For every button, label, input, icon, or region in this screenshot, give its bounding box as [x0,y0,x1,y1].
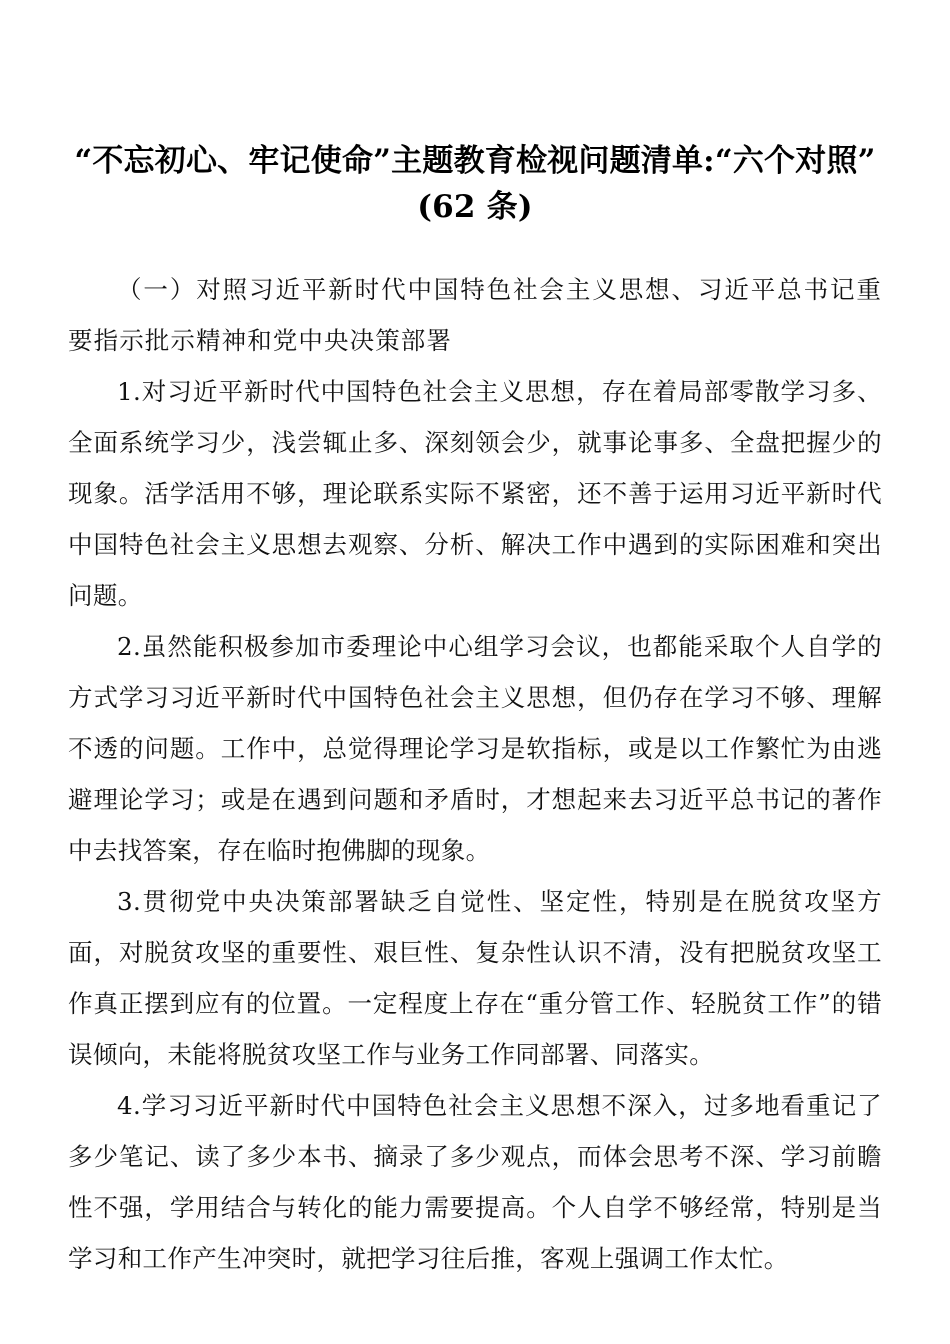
list-item: 4.学习习近平新时代中国特色社会主义思想不深入，过多地看重记了多少笔记、读了多少本书、摘录了多少观点，而体会思考不深、学习前瞻性不强，学用结合与转化的能力需要提高。个人自学不够经常，特别是当学习和工作产生冲突时，就把学习往后推，客观上强调工作太忙。 [68,1091,882,1273]
section-heading: （一）对照习近平新时代中国特色社会主义思想、习近平总书记重要指示批示精神和党中央决策部署 [68,275,882,355]
document-body [68,264,882,1284]
list-item: 1.对习近平新时代中国特色社会主义思想，存在着局部零散学习多、全面系统学习少，浅尝辄止多、深刻领会少，就事论事多、全盘把握少的现象。活学活用不够，理论联系实际不紧密，还不善于运用习近平新时代中国特色社会主义思想去观察、分析、解决工作中遇到的实际困难和突出问题。 [68,377,882,610]
list-item: 2.虽然能积极参加市委理论中心组学习会议，也都能采取个人自学的方式学习习近平新时代中国特色社会主义思想，但仍存在学习不够、理解不透的问题。工作中，总觉得理论学习是软指标，或是以工作繁忙为由逃避理论学习；或是在遇到问题和矛盾时，才想起来去习近平总书记的著作中去找答案，存在临时抱佛脚的现象。 [68,632,882,865]
page-content [68,128,882,1284]
page-title: “不忘初心、牢记使命”主题教育检视问题清单:“六个对照”(62 条) [74,143,876,225]
list-item: 3.贯彻党中央决策部署缺乏自觉性、坚定性，特别是在脱贫攻坚方面，对脱贫攻坚的重要性、艰巨性、复杂性认识不清，没有把脱贫攻坚工作真正摆到应有的位置。一定程度上存在“重分管工作、轻脱贫工作”的错误倾向，未能将脱贫攻坚工作与业务工作同部署、同落实。 [68,887,882,1069]
